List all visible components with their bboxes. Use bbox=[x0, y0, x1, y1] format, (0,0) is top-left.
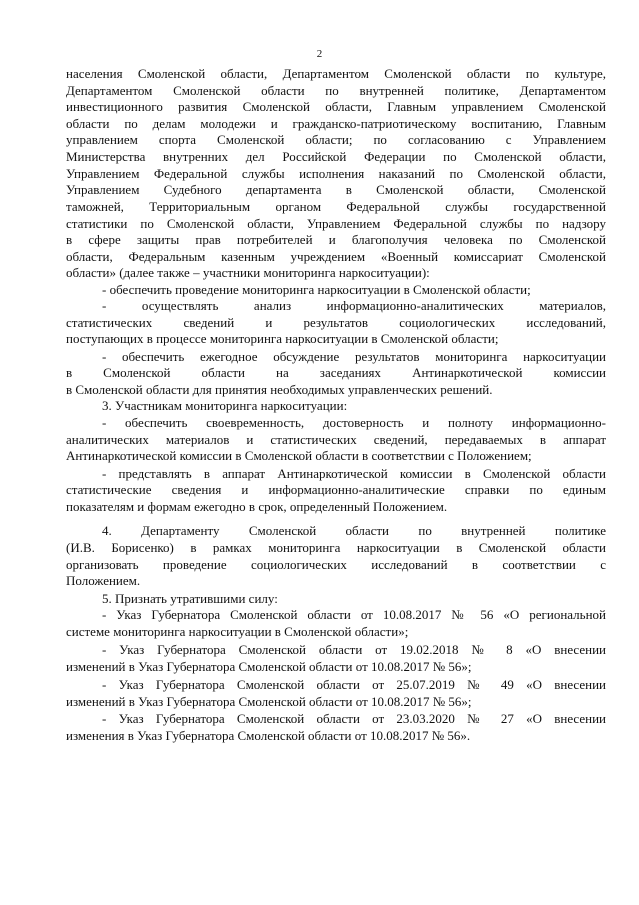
text-line: организовать проведение социологических исследований в соответствии с bbox=[66, 557, 606, 572]
text-line: - Указ Губернатора Смоленской области от 10.08.2017 № 56 «О региональной bbox=[102, 607, 606, 622]
text-line: показателям и формам ежегодно в срок, определенный Положением. bbox=[66, 499, 448, 514]
text-line: Управлением Федеральной службы исполнения наказаний по Смоленской области, bbox=[66, 166, 606, 181]
text-line: области, Федеральным казенным учреждением «Военный комиссариат Смоленской bbox=[66, 249, 606, 264]
text-line: области» (далее также – участники мониторинга наркоситуации): bbox=[66, 265, 430, 280]
text-line: инвестиционного развития Смоленской области, Главным управлением Смоленской bbox=[66, 99, 606, 114]
text-line: поступающих в процессе мониторинга наркоситуации в Смоленской области; bbox=[66, 331, 499, 346]
text-line: в Смоленской области на заседаниях Антинаркотической комиссии bbox=[66, 365, 606, 380]
text-line: Департаментом Смоленской области по внутренней политике, Департаментом bbox=[66, 83, 606, 98]
text-line: статистических сведений и результатов социологических исследований, bbox=[66, 315, 606, 330]
text-line: статистики по Смоленской области, Управлением Федеральной службы по надзору bbox=[66, 216, 606, 231]
text-line: - обеспечить своевременность, достоверность и полноту информационно- bbox=[102, 415, 606, 430]
text-line: области по делам молодежи и гражданско-патриотическому воспитанию, Главным bbox=[66, 116, 606, 131]
text-line: аналитических материалов и статистических сведений, передаваемых в аппарат bbox=[66, 432, 606, 447]
page-number: 2 bbox=[316, 48, 323, 60]
text-line: 5. Признать утратившими силу: bbox=[102, 591, 278, 606]
text-line: статистические сведения и информационно-аналитические справки по единым bbox=[66, 482, 606, 497]
text-line: - обеспечить проведение мониторинга наркоситуации в Смоленской области; bbox=[102, 282, 531, 297]
text-line: - Указ Губернатора Смоленской области от 23.03.2020 № 27 «О внесении bbox=[102, 711, 606, 726]
text-line: Министерства внутренних дел Российской Федерации по Смоленской области, bbox=[66, 149, 606, 164]
text-line: 4. Департаменту Смоленской области по внутренней политике bbox=[102, 523, 606, 538]
text-line: системе мониторинга наркоситуации в Смоленской области»; bbox=[66, 624, 409, 639]
text-line: населения Смоленской области, Департаментом Смоленской области по культуре, bbox=[66, 66, 606, 81]
text-line: изменений в Указ Губернатора Смоленской области от 10.08.2017 № 56»; bbox=[66, 659, 472, 674]
text-line: таможней, Территориальным органом Федеральной службы государственной bbox=[66, 199, 606, 214]
text-line: - Указ Губернатора Смоленской области от 25.07.2019 № 49 «О внесении bbox=[102, 677, 606, 692]
text-line: - осуществлять анализ информационно-аналитических материалов, bbox=[102, 298, 606, 313]
text-line: Управлением Судебного департамента в Смоленской области, Смоленской bbox=[66, 182, 606, 197]
text-line: управлением спорта Смоленской области; по согласованию с Управлением bbox=[66, 132, 606, 147]
text-line: Положением. bbox=[66, 573, 141, 588]
text-line: Антинаркотической комиссии в Смоленской области в соответствии с Положением; bbox=[66, 448, 532, 463]
text-line: в сфере защиты прав потребителей и благополучия человека по Смоленской bbox=[66, 232, 606, 247]
text-line: - представлять в аппарат Антинаркотической комиссии в Смоленской области bbox=[102, 466, 606, 481]
text-line: изменения в Указ Губернатора Смоленской области от 10.08.2017 № 56». bbox=[66, 728, 471, 743]
text-line: - Указ Губернатора Смоленской области от 19.02.2018 № 8 «О внесении bbox=[102, 642, 606, 657]
text-line: изменений в Указ Губернатора Смоленской области от 10.08.2017 № 56»; bbox=[66, 694, 472, 709]
text-line: (И.В. Борисенко) в рамках мониторинга наркоситуации в Смоленской области bbox=[66, 540, 606, 555]
text-line: в Смоленской области для принятия необходимых управленческих решений. bbox=[66, 382, 493, 397]
text-line: 3. Участникам мониторинга наркоситуации: bbox=[102, 398, 348, 413]
text-line: - обеспечить ежегодное обсуждение результатов мониторинга наркоситуации bbox=[102, 349, 606, 364]
